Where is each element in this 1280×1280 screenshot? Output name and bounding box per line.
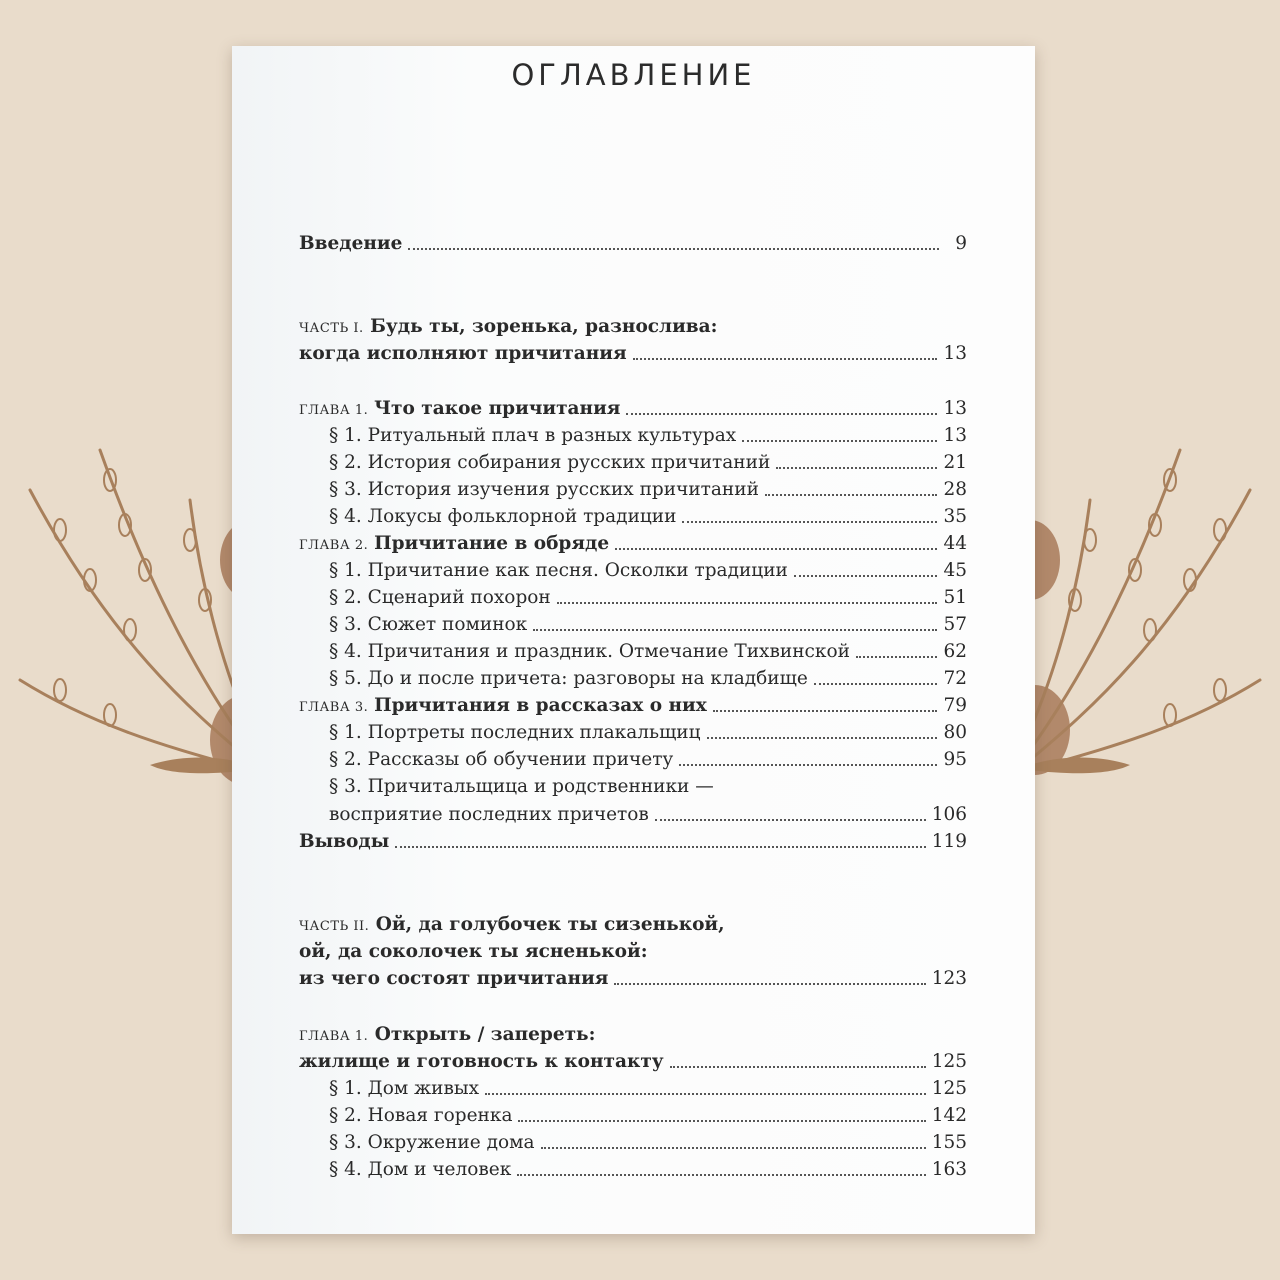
toc-entry [329, 720, 967, 746]
dot-leader [485, 1092, 926, 1095]
entry-page: 142 [931, 1105, 967, 1126]
toc-entry [329, 585, 967, 611]
toc-entry [329, 666, 967, 692]
entry-label-line: § 3. Причитальщица и родственники — [329, 776, 714, 797]
willow-branch-right-decoration [1020, 430, 1280, 850]
dot-leader [541, 1146, 926, 1149]
entry-page: 155 [931, 1132, 967, 1153]
entry-label: § 1. Ритуальный плач в разных культурах [329, 425, 737, 446]
entry-page: 51 [943, 587, 967, 608]
entry-page: 80 [943, 722, 967, 743]
dot-leader [670, 1065, 926, 1068]
toc-entry [329, 1130, 967, 1156]
dot-leader [707, 736, 938, 739]
toc-entry [329, 1076, 967, 1102]
toc-entry [329, 1157, 967, 1183]
dot-leader [776, 466, 937, 469]
dot-leader [742, 439, 937, 442]
part-title-line: ой, да соколочек ты ясненькой: [299, 941, 648, 962]
entry-page: 13 [943, 398, 967, 419]
entry-page: 125 [931, 1051, 967, 1072]
part-title-line: Будь ты, зоренька, разнослива: [370, 316, 718, 337]
toc-entry [299, 1049, 967, 1075]
toc-entry [329, 639, 967, 665]
entry-label: § 1. Портреты последних плакальщиц [329, 722, 701, 743]
entry-label: Причитание в обряде [374, 533, 610, 554]
toc-entry [329, 558, 967, 584]
part-tag: ЧАСТЬ I. [299, 321, 364, 336]
entry-label: § 1. Дом живых [329, 1078, 480, 1099]
toc-entry [329, 612, 967, 638]
toc-entry [299, 966, 967, 992]
entry-label: Что такое причитания [374, 398, 621, 419]
dot-leader [517, 1173, 925, 1176]
entry-page: 13 [943, 425, 967, 446]
entry-label: когда исполняют причитания [299, 343, 627, 364]
dot-leader [682, 520, 937, 523]
dot-leader [533, 628, 937, 631]
part-tag: ЧАСТЬ II. [299, 919, 370, 934]
entry-label: Причитания в рассказах о них [374, 695, 707, 716]
part-heading-line [299, 314, 717, 340]
toc-entry [329, 504, 967, 530]
entry-label: § 2. История собирания русских причитаний [329, 452, 771, 473]
entry-page: 119 [931, 831, 967, 852]
entry-page: 44 [943, 533, 967, 554]
entry-page: 123 [931, 968, 967, 989]
entry-label: восприятие последних причетов [329, 804, 649, 825]
dot-leader [765, 493, 938, 496]
dot-leader [615, 547, 937, 550]
dot-leader [713, 709, 938, 712]
dot-leader [557, 601, 938, 604]
entry-label: § 3. Сюжет поминок [329, 614, 528, 635]
entry-page: 21 [943, 452, 967, 473]
toc-title: ОГЛАВЛЕНИЕ [511, 58, 756, 92]
toc-entry [329, 1103, 967, 1129]
toc-entry [299, 396, 967, 422]
entry-page: 106 [931, 804, 967, 825]
entry-label: § 5. До и после причета: разговоры на кладбище [329, 668, 808, 689]
dot-leader [633, 357, 938, 360]
entry-label: § 4. Причитания и праздник. Отмечание Тихвинской [329, 641, 850, 662]
entry-page: 35 [943, 506, 967, 527]
dot-leader [395, 845, 925, 848]
toc-entry [329, 802, 967, 828]
chapter-tag: ГЛАВА 1. [299, 1029, 369, 1044]
toc-entry [299, 231, 967, 257]
willow-branch-left-decoration [0, 430, 260, 850]
entry-page: 95 [943, 749, 967, 770]
toc-entry-line [329, 774, 967, 800]
entry-label: Введение [299, 233, 403, 254]
entry-label: жилище и готовность к контакту [299, 1051, 664, 1072]
toc-entry [299, 829, 967, 855]
part-heading-line [299, 912, 725, 938]
entry-page: 62 [943, 641, 967, 662]
dot-leader [518, 1119, 925, 1122]
chapter-tag: ГЛАВА 2. [299, 538, 369, 553]
chapter-heading-line [299, 1022, 595, 1048]
dot-leader [626, 412, 937, 415]
entry-label: § 2. Рассказы об обучении причету [329, 749, 674, 770]
entry-page: 28 [943, 479, 967, 500]
entry-page: 125 [931, 1078, 967, 1099]
toc-entry [299, 341, 967, 367]
entry-page: 57 [943, 614, 967, 635]
entry-label: § 3. Окружение дома [329, 1132, 535, 1153]
toc-entry [299, 693, 967, 719]
entry-page: 163 [931, 1159, 967, 1180]
dot-leader [655, 818, 926, 821]
dot-leader [856, 655, 938, 658]
chapter-tag: ГЛАВА 3. [299, 700, 369, 715]
toc-entry [329, 747, 967, 773]
chapter-title-line: Открыть / запереть: [374, 1024, 596, 1045]
entry-label: § 3. История изучения русских причитаний [329, 479, 759, 500]
dot-leader [814, 682, 938, 685]
part-title-line: Ой, да голубочек ты сизенькой, [375, 914, 725, 935]
entry-page: 45 [943, 560, 967, 581]
entry-label: Выводы [299, 831, 390, 852]
book-page [232, 46, 1035, 1234]
entry-page: 72 [943, 668, 967, 689]
entry-page: 79 [943, 695, 967, 716]
toc-entry [329, 477, 967, 503]
entry-label: из чего состоят причитания [299, 968, 609, 989]
entry-label: § 4. Локусы фольклорной традиции [329, 506, 677, 527]
entry-label: § 2. Сценарий похорон [329, 587, 551, 608]
toc-entry [299, 531, 967, 557]
entry-label: § 1. Причитание как песня. Осколки традиции [329, 560, 788, 581]
entry-page: 13 [943, 343, 967, 364]
toc-entry [329, 450, 967, 476]
dot-leader [679, 763, 937, 766]
toc-entry [329, 423, 967, 449]
chapter-tag: ГЛАВА 1. [299, 403, 369, 418]
entry-page: 9 [955, 233, 967, 254]
part-heading-line [299, 939, 648, 965]
dot-leader [408, 247, 939, 250]
dot-leader [794, 574, 938, 577]
dot-leader [614, 982, 925, 985]
entry-label: § 4. Дом и человек [329, 1159, 512, 1180]
entry-label: § 2. Новая горенка [329, 1105, 513, 1126]
